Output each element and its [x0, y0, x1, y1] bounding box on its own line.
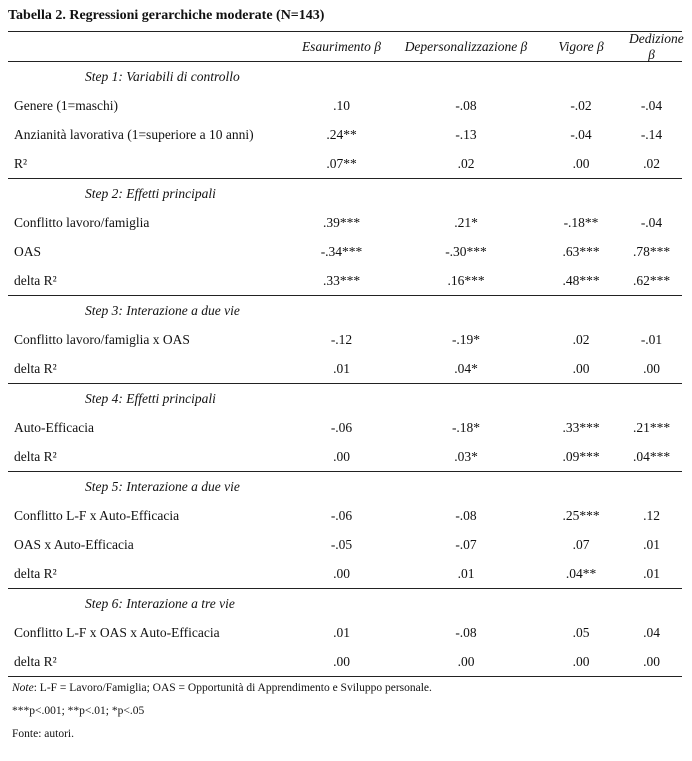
table-row [8, 559, 682, 588]
cell-value: .10 [333, 97, 350, 113]
cell-value: .01 [333, 624, 350, 640]
table-row [8, 413, 682, 442]
cell-value: -.02 [570, 97, 592, 113]
cell-value: .00 [333, 448, 350, 464]
row-label: OAS x Auto-Efficacia [14, 536, 134, 552]
cell-value: .03* [454, 448, 478, 464]
table-row [8, 325, 682, 354]
cell-value: .25*** [562, 507, 600, 523]
note-line [12, 677, 682, 700]
row-label: Conflitto L-F x Auto-Efficacia [14, 507, 180, 523]
row-label: Conflitto L-F x OAS x Auto-Efficacia [14, 624, 220, 640]
table-row [8, 618, 682, 647]
cell-value: .00 [572, 360, 590, 376]
cell-value: .00 [572, 155, 590, 171]
source-line: Fonte: autori. [12, 728, 74, 740]
row-label: Conflitto lavoro/famiglia x OAS [14, 331, 190, 347]
cell-value: .01 [643, 565, 660, 581]
cell-value: .21*** [632, 419, 671, 435]
note-label: Note [12, 682, 34, 694]
row-label: OAS [14, 243, 42, 259]
cell-value: .21* [454, 214, 478, 230]
step-heading: Step 6: Interazione a tre vie [85, 595, 235, 611]
row-label: Genere (1=maschi) [14, 97, 118, 113]
step-heading: Step 1: Variabili di controllo [85, 68, 240, 84]
cell-value: .33*** [322, 272, 361, 288]
cell-value: .00 [572, 653, 590, 669]
cell-value: .04*** [632, 448, 671, 464]
row-label: delta R² [14, 653, 57, 669]
table-row [8, 266, 682, 295]
cell-value: -.18** [563, 214, 599, 230]
step-heading: Step 3: Interazione a due vie [85, 302, 240, 318]
cell-value: -.06 [330, 419, 353, 435]
cell-value: -.08 [455, 97, 477, 113]
row-label: Conflitto lavoro/famiglia [14, 214, 150, 230]
cell-value: .78*** [632, 243, 671, 259]
table-title: Tabella 2. Regressioni gerarchiche moderate (N=143) [8, 8, 325, 23]
cell-value: -.13 [455, 126, 477, 142]
cell-value: -.12 [330, 331, 353, 347]
cell-value: .01 [643, 536, 660, 552]
row-label: delta R² [14, 565, 57, 581]
cell-value: .02 [572, 331, 590, 347]
step-heading: Step 2: Effetti principali [85, 185, 216, 201]
table-row [8, 91, 682, 120]
cell-value: -.30*** [445, 243, 487, 259]
row-label: Auto-Efficacia [14, 419, 94, 435]
table-row [8, 120, 682, 149]
cell-value: .16*** [447, 272, 485, 288]
cell-value: .07** [326, 155, 357, 171]
cell-value: -.04 [640, 97, 663, 113]
step-heading: Step 5: Interazione a due vie [85, 478, 240, 494]
step-heading: Step 4: Effetti principali [85, 390, 216, 406]
cell-value: .24** [326, 126, 357, 142]
table-row [8, 501, 682, 530]
cell-value: -.07 [455, 536, 477, 552]
table-row [8, 149, 682, 178]
cell-value: -.06 [330, 507, 353, 523]
cell-value: .12 [643, 507, 660, 523]
table-row [8, 442, 682, 471]
row-label: delta R² [14, 272, 57, 288]
cell-value: .62*** [632, 272, 671, 288]
cell-value: -.08 [455, 507, 477, 523]
col-header: Dedizione β [629, 30, 684, 62]
cell-value: .00 [457, 653, 475, 669]
col-header: Depersonalizzazione β [404, 38, 528, 54]
cell-value: .33*** [562, 419, 600, 435]
cell-value: .04 [643, 624, 660, 640]
row-label: delta R² [14, 360, 57, 376]
cell-value: .00 [643, 360, 660, 376]
cell-value: -.19* [451, 331, 481, 347]
cell-value: .63*** [562, 243, 600, 259]
cell-value: .04** [565, 565, 597, 581]
cell-value: .00 [333, 653, 350, 669]
cell-value: .05 [572, 624, 590, 640]
cell-value: .02 [643, 155, 660, 171]
cell-value: .07 [572, 536, 590, 552]
table-row [8, 354, 682, 383]
cell-value: .09*** [562, 448, 600, 464]
cell-value: -.34*** [320, 243, 363, 259]
cell-value: .48*** [562, 272, 600, 288]
cell-value: -.04 [570, 126, 592, 142]
cell-value: .02 [457, 155, 475, 171]
row-label: Anzianità lavorativa (1=superiore a 10 anni) [14, 126, 254, 142]
table-body [8, 62, 682, 677]
table-row [8, 208, 682, 237]
col-header: Esaurimento β [301, 38, 382, 54]
cell-value: -.05 [330, 536, 353, 552]
row-label: R² [14, 155, 28, 171]
cell-value: -.14 [640, 126, 663, 142]
cell-value: .01 [457, 565, 475, 581]
row-label: delta R² [14, 448, 57, 464]
cell-value: .00 [643, 653, 660, 669]
col-header: Vigore β [558, 38, 604, 54]
cell-value: .04* [454, 360, 478, 376]
cell-value: -.18* [451, 419, 481, 435]
cell-value: .00 [333, 565, 350, 581]
table-notes [8, 677, 682, 746]
cell-value: .01 [333, 360, 350, 376]
cell-value: .39*** [322, 214, 361, 230]
note-text: : L-F = Lavoro/Famiglia; OAS = Opportunità di Apprendimento e Sviluppo personale. [33, 682, 432, 694]
cell-value: -.04 [640, 214, 663, 230]
cell-value: -.01 [640, 331, 663, 347]
header-row [8, 32, 682, 61]
cell-value: -.08 [455, 624, 477, 640]
table-row [8, 530, 682, 559]
significance-line: ***p<.001; **p<.01; *p<.05 [12, 705, 145, 717]
table-row [8, 237, 682, 266]
table-row [8, 647, 682, 676]
